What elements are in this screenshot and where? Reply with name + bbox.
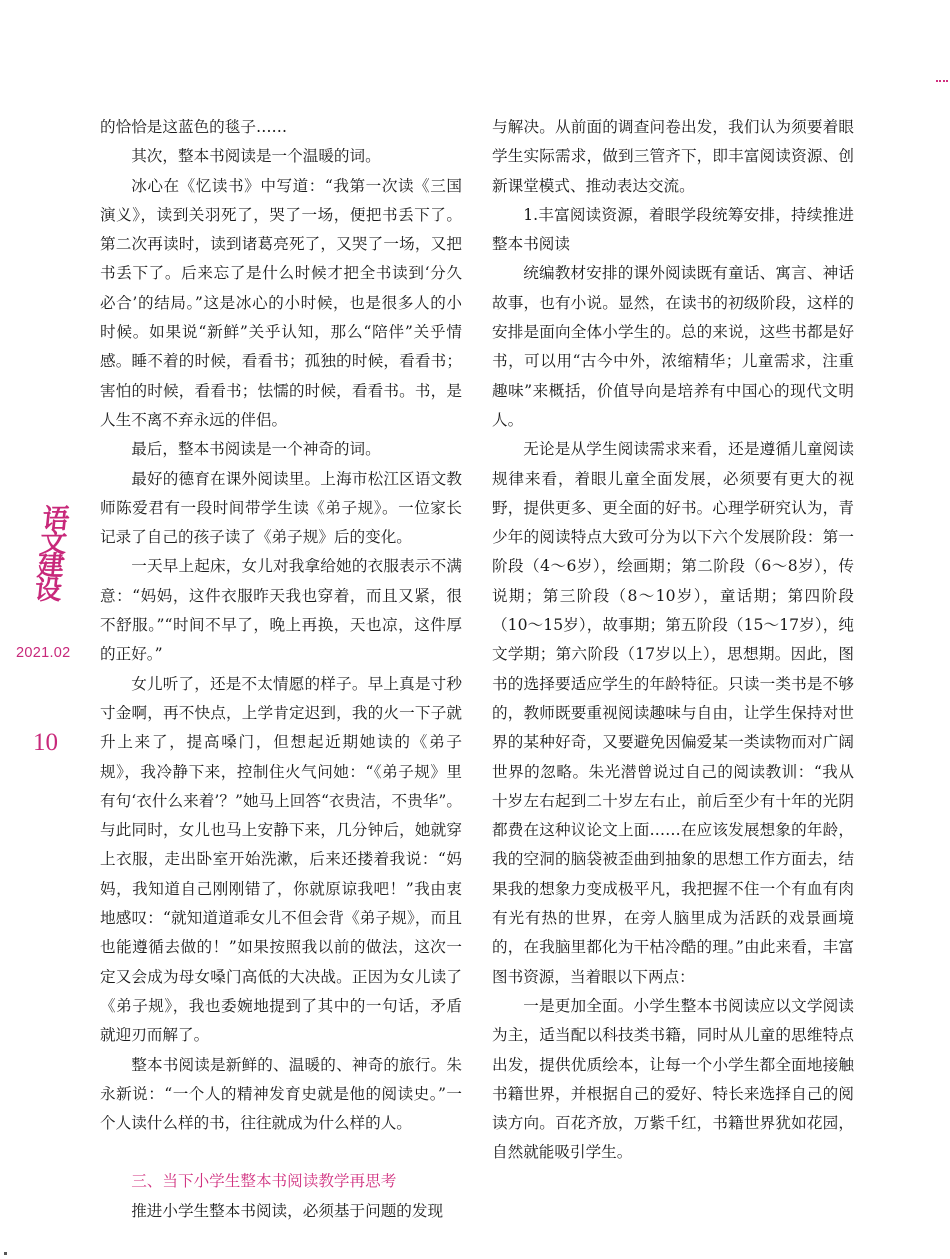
paragraph: 女儿听了，还是不太情愿的样子。早上真是寸秒寸金啊，再不快点，上学肯定迟到，我的火一下子就升上来了，提高嗓门，但想起近期她读的《弟子规》，我冷静下来，控制住火气问她：“《弟子规》里有句‘衣什么来着’？”她马上回答“衣贵洁，不贵华”。与此同时，女儿也马上安静下来，几分钟后，她就穿上衣服，走出卧室开始洗漱，后来还搂着我说：“妈妈，我知道自己刚刚错了，你就原谅我吧！”我由衷地感叹：“就知道道乖女儿不但会背《弟子规》，而且也能遵循去做的！”如果按照我以前的做法，这次一定又会成为母女嗓门高低的大决战。正因为女儿读了《弟子规》，我也委婉地提到了其中的一句话，矛盾就迎刃而解了。 bbox=[100, 674, 462, 1045]
paragraph: 整本书阅读是新鲜的、温暖的、神奇的旅行。朱永新说：“一个人的精神发育史就是他的阅读史。”一个人读什么样的书，往往就成为什么样的人。 bbox=[100, 1055, 462, 1133]
issue-date: 2021.02 bbox=[16, 645, 71, 661]
right-column bbox=[492, 113, 854, 1168]
page-number: 10 bbox=[33, 729, 58, 756]
paragraph: 一天早上起床，女儿对我拿给她的衣服表示不满意：“妈妈，这件衣服昨天我也穿着，而且又紧，很不舒服。”“时间不早了，晚上再换，天也凉，这件厚的正好。” bbox=[100, 557, 462, 664]
crop-mark bbox=[4, 1252, 7, 1255]
logo-char-2: 文 bbox=[38, 527, 69, 559]
logo-char-4: 设 bbox=[33, 574, 64, 606]
subsection-heading: 1.丰富阅读资源，着眼学段统筹安排，持续推进整本书阅读 bbox=[492, 205, 854, 254]
paragraph: 无论是从学生阅读需求来看，还是遵循儿童阅读规律来看，着眼儿童全面发展，必须要有更大的视野，提供更多、更全面的好书。心理学研究认为，青少年的阅读特点大致可分为以下六个发展阶段：第一阶段（4～6岁），绘画期；第二阶段（6～8岁），传说期；第三阶段（8～10岁），童话期；第四阶段（10～15岁），故事期；第五阶段（15～17岁），纯文学期；第六阶段（17岁以上），思想期。因此，图书的选择要适应学生的年龄特征。只读一类书是不够的，教师既要重视阅读趣味与自由，让学生保持对世界的某种好奇，又要避免因偏爱某一类读物而对广阔世界的忽略。朱光潜曾说过自己的阅读教训：“我从十岁左右起到二十岁左右止，前后至少有十年的光阴都费在这种议论文上面……在应该发展想象的年龄，我的空洞的脑袋被歪曲到抽象的思想工作方面去，结果我的想象力变成极平凡，我把握不住一个有血有肉有光有热的世界，在旁人脑里成为活跃的戏景画境的，在我脑里都化为干枯冷酷的理。”由此来看，丰富图书资源，当着眼以下两点： bbox=[492, 440, 854, 986]
section-heading: 三、当下小学生整本书阅读教学再思考 bbox=[131, 1172, 397, 1191]
logo-char-1: 语 bbox=[40, 504, 71, 535]
paragraph: 最好的德育在课外阅读里。上海市松江区语文教师陈爱君有一段时间带学生读《弟子规》。一位家长记录了自己的孩子读了《弟子规》后的变化。 bbox=[100, 469, 462, 547]
paragraph: 与解决。从前面的调查问卷出发，我们认为须要着眼学生实际需求，做到三管齐下，即丰富阅读资源、创新课堂模式、推动表达交流。 bbox=[492, 118, 854, 195]
paragraph: 统编教材安排的课外阅读既有童话、寓言、神话故事，也有小说。显然，在读书的初级阶段，这样的安排是面向全体小学生的。总的来说，这些书都是好书，可以用“古今中外，浓缩精华；儿童需求，注重趣味”来概括，价值导向是培养有中国心的现代文明人。 bbox=[492, 264, 854, 429]
paragraph: 冰心在《忆读书》中写道：“我第一次读《三国演义》，读到关羽死了，哭了一场，便把书丢下了。第二次再读时，读到诸葛亮死了，又哭了一场，又把书丢下了。后来忘了是什么时候才把全书读到‘分久必合’的结局。”这是冰心的小时候，也是很多人的小时候。如果说“新鲜”关乎认知，那么“陪伴”关乎情感。睡不着的时候，看看书；孤独的时候，看看书；害怕的时候，看看书；怯懦的时候，看看书。书，是人生不离不弃永远的伴侣。 bbox=[100, 176, 462, 429]
corner-dot-rule bbox=[936, 80, 948, 82]
paragraph: 其次，整本书阅读是一个温暖的词。 bbox=[131, 147, 381, 166]
journal-logo bbox=[29, 504, 75, 606]
left-column bbox=[100, 113, 462, 1226]
paragraph: 推进小学生整本书阅读，必须基于问题的发现 bbox=[131, 1201, 444, 1220]
paragraph: 的恰恰是这蓝色的毯子…… bbox=[100, 118, 288, 136]
paragraph: 一是更加全面。小学生整本书阅读应以文学阅读为主，适当配以科技类书籍，同时从儿童的思维特点出发，提供优质绘本，让每一个小学生都全面地接触书籍世界，并根据自己的爱好、特长来选择自己的阅读方向。百花齐放，万紫千红，书籍世界犹如花园，自然就能吸引学生。 bbox=[492, 996, 854, 1162]
logo-char-3: 建 bbox=[35, 551, 66, 582]
paragraph: 最后，整本书阅读是一个神奇的词。 bbox=[131, 440, 381, 459]
